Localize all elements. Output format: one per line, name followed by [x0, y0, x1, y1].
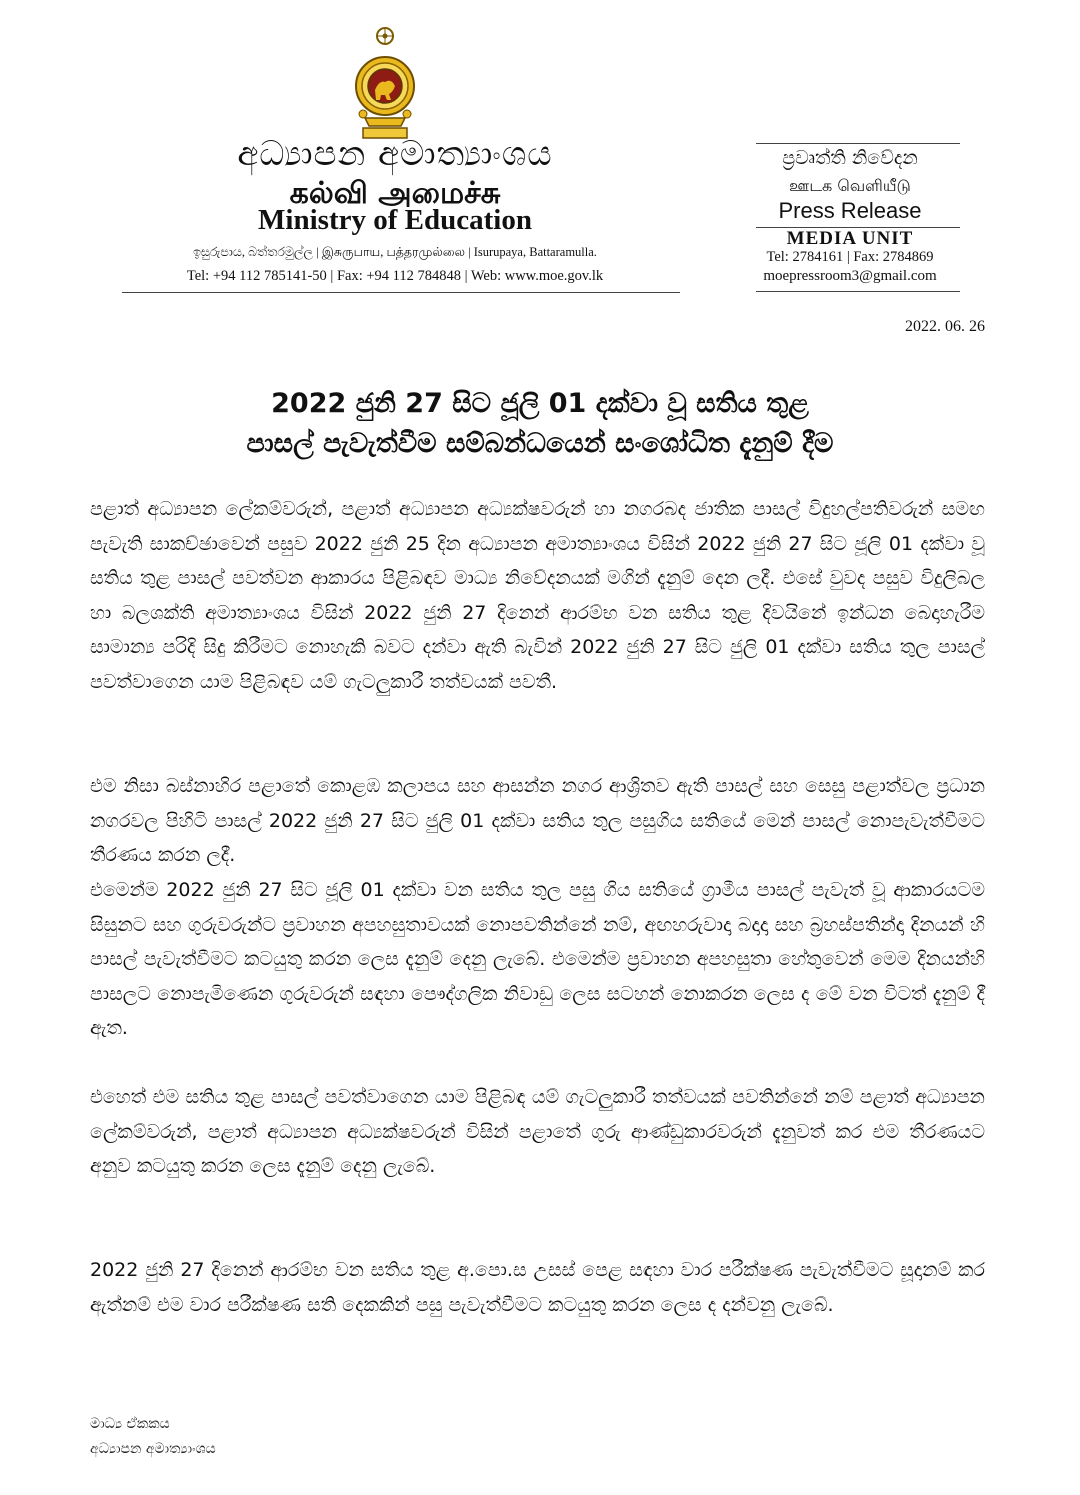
national-emblem-icon: [355, 26, 415, 144]
ministry-name-tamil: கல்வி அமைச்சு: [289, 176, 501, 211]
title-line-2: පාසල් පැවැත්වීම සම්බන්ධයෙන් සංශෝධිත දැනුම් දීම: [246, 428, 834, 459]
body-paragraph-1: පළාත් අධ්‍යාපන ලේකම්වරුන්, පළාත් අධ්‍යාපන අධ්‍යක්ෂවරුන් හා නගරබද ජාතික පාසල් විදුහල්පතිවරුන් සමඟ පැවැති සාකච්ඡාවෙන් පසුව 2022 ජුනි 25 දින අධ්‍යාපන අමාත්‍යාංශය විසින් 2022 ජුනි 27 සිට ජූලි 01 දක්වා වූ සතිය තුළ පාසල් පවත්වන ආකාරය පිළිබඳව මාධ්‍ය නිවේදනයක් මගින් දැනුම් දෙන ලදී. එසේ වුවද පසුව විදුලිබල හා බලශක්ති අමාත්‍යාංශය විසින් 2022 ජුනි 27 දිනෙන් ආරම්භ වන සතිය තුළ දිවයිනේ ඉන්ධන බෙදාහැරීම සාමාන්‍ය පරිදි සිදු කිරීමට නොහැකි බවට දන්වා ඇති බැවින් 2022 ජුනි 27 සිට ජුලි 01 දක්වා සතිය තුල පාසල් පවත්වාගෙන යාම පිළිබඳව යම් ගැටලුකාරී තත්වයක් පවතී.: [90, 498, 985, 693]
press-divider-bottom: [756, 291, 960, 292]
media-unit-email: moepressroom3@gmail.com: [763, 268, 937, 284]
press-label-sinhala: ප්‍රවෘත්ති නිවේදන: [782, 147, 918, 169]
footer-ministry: අධ්‍යාපන අමාත්‍යාංශය: [90, 1441, 216, 1457]
release-date: 2022. 06. 26: [905, 318, 985, 335]
title-line-1: 2022 ජුනි 27 සිට ජූලි 01 දක්වා වූ සතිය තුළ: [271, 388, 809, 419]
body-paragraph-5: 2022 ජුනි 27 දිනෙන් ආරම්භ වන සතිය තුළ අ.පො.ස උසස් පෙළ සඳහා වාර පරීක්ෂණ පැවැත්වීමට සූදානම් කර ඇත්නම් එම වාර පරීක්ෂණ සති දෙකකින් පසු පැවැත්වීමට කටයුතු කරන ලෙස ද දන්වනු ලැබේ.: [90, 1259, 985, 1316]
ministry-contact: Tel: +94 112 785141-50 | Fax: +94 112 784848 | Web: www.moe.gov.lk: [186, 268, 604, 284]
body-paragraph-2: එම නිසා බස්නාහිර පළාතේ කොළඹ කලාපය සහ ආසන්න නගර ආශ්‍රිතව ඇති පාසල් සහ සෙසු පළාත්වල ප්‍රධාන නගරවල පිහිටි පාසල් 2022 ජුනි 27 සිට ජුලි 01 දක්වා සතිය තුල පසුගිය සතියේ මෙන් පාසල් නොපැවැත්වීමට තීරණය කරන ලදී.: [90, 775, 985, 866]
media-unit-tel-fax: Tel: 2784161 | Fax: 2784869: [766, 249, 934, 265]
body-paragraph-3: එමෙන්ම 2022 ජුනි 27 සිට ජූලි 01 දක්වා වන සතිය තුල පසු ගිය සතියේ ග්‍රාමීය පාසල් පැවැත් වූ ආකාරයටම සිසුනට සහ ගුරුවරුන්ට ප්‍රවාහන අපහසුතාවයක් නොපවතින්නේ නම්, අඟහරුවාදා බදාදා සහ බ්‍රහස්පතින්දා දිනයන් හි පාසල් පැවැත්වීමට කටයුතු කරන ලෙස දැනුම් දෙනු ලැබේ. එමෙන්ම ප්‍රවාහන අපහසුතා හේතුවෙන් මෙම දිනයන්හි පාසලට නොපැමිණෙන ගුරුවරුන් සඳහා පෞද්ගලික නිවාඩු ලෙස සටහන් නොකරන ලෙස ද මේ වන විටත් දැනුම් දී ඇත.: [90, 879, 985, 1039]
footer-unit: මාධ්‍ය ඒකකය: [90, 1416, 170, 1432]
press-label-tamil: ஊடக வெளியீடு: [789, 176, 911, 195]
press-divider-top: [756, 143, 960, 144]
press-label-english: Press Release: [778, 198, 922, 223]
ministry-name-english: Ministry of Education: [258, 204, 532, 236]
ministry-name-sinhala: අධ්‍යාපන අමාත්‍යාංශය: [237, 134, 553, 174]
media-unit-label: MEDIA UNIT: [786, 228, 914, 249]
ministry-address: ඉසුරුපාය, බත්තරමුල්ල | இசுருபாய, பத்தரமுல்லை | Isurupaya, Battaramulla.: [193, 245, 597, 259]
body-paragraph-4: එහෙත් එම සතිය තුළ පාසල් පවත්වාගෙන යාම පිළිබඳ යම් ගැටලුකාරී තත්වයක් පවතින්නේ නම් පළාත් අධ්‍යාපන ලේකම්වරුන්, පළාත් අධ්‍යාපන අධ්‍යක්ෂවරුන් විසින් පළාතේ ගුරු ආණ්ඩුකාරවරුන් දැනුවත් කර එම තීරණයට අනුව කටයුතු කරන ලෙස දැනුම් දෙනු ලැබේ.: [90, 1086, 985, 1177]
header-divider: [122, 292, 680, 293]
